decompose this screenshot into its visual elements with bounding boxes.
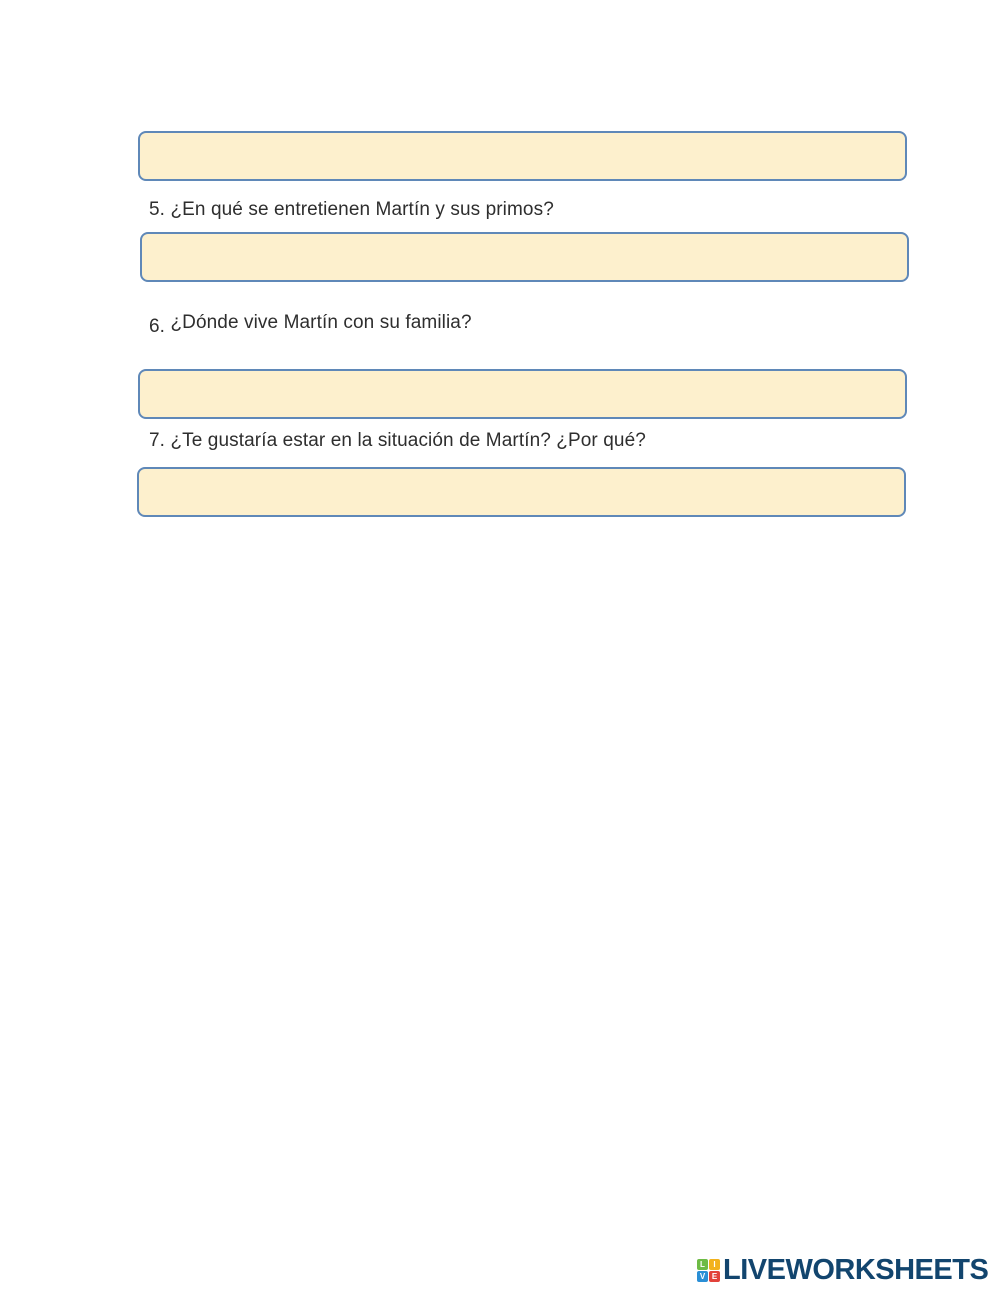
- live-mark-icon: [697, 1259, 720, 1282]
- question-6: [149, 312, 472, 337]
- question-6-text: ¿Dónde vive Martín con su familia?: [170, 312, 472, 333]
- answer-field-4[interactable]: [138, 131, 907, 181]
- answer-field-6[interactable]: [138, 369, 907, 419]
- liveworksheets-logo: [697, 1255, 988, 1285]
- logo-text: LIVEWORKSHEETS: [723, 1254, 989, 1286]
- live-mark-letter: E: [709, 1271, 720, 1282]
- question-5: [149, 199, 554, 221]
- live-mark-letter: I: [709, 1259, 720, 1270]
- question-7-text: ¿Te gustaría estar en la situación de Martín? ¿Por qué?: [170, 430, 646, 451]
- question-7-number: 7.: [149, 430, 166, 451]
- answer-field-7[interactable]: [137, 467, 906, 517]
- question-5-text: ¿En qué se entretienen Martín y sus primos?: [170, 199, 554, 220]
- question-6-number: 6.: [149, 316, 166, 337]
- live-mark-letter: V: [697, 1271, 708, 1282]
- live-mark-letter: L: [697, 1259, 708, 1270]
- answer-field-5[interactable]: [140, 232, 909, 282]
- question-7: [149, 430, 646, 452]
- question-5-number: 5.: [149, 199, 166, 220]
